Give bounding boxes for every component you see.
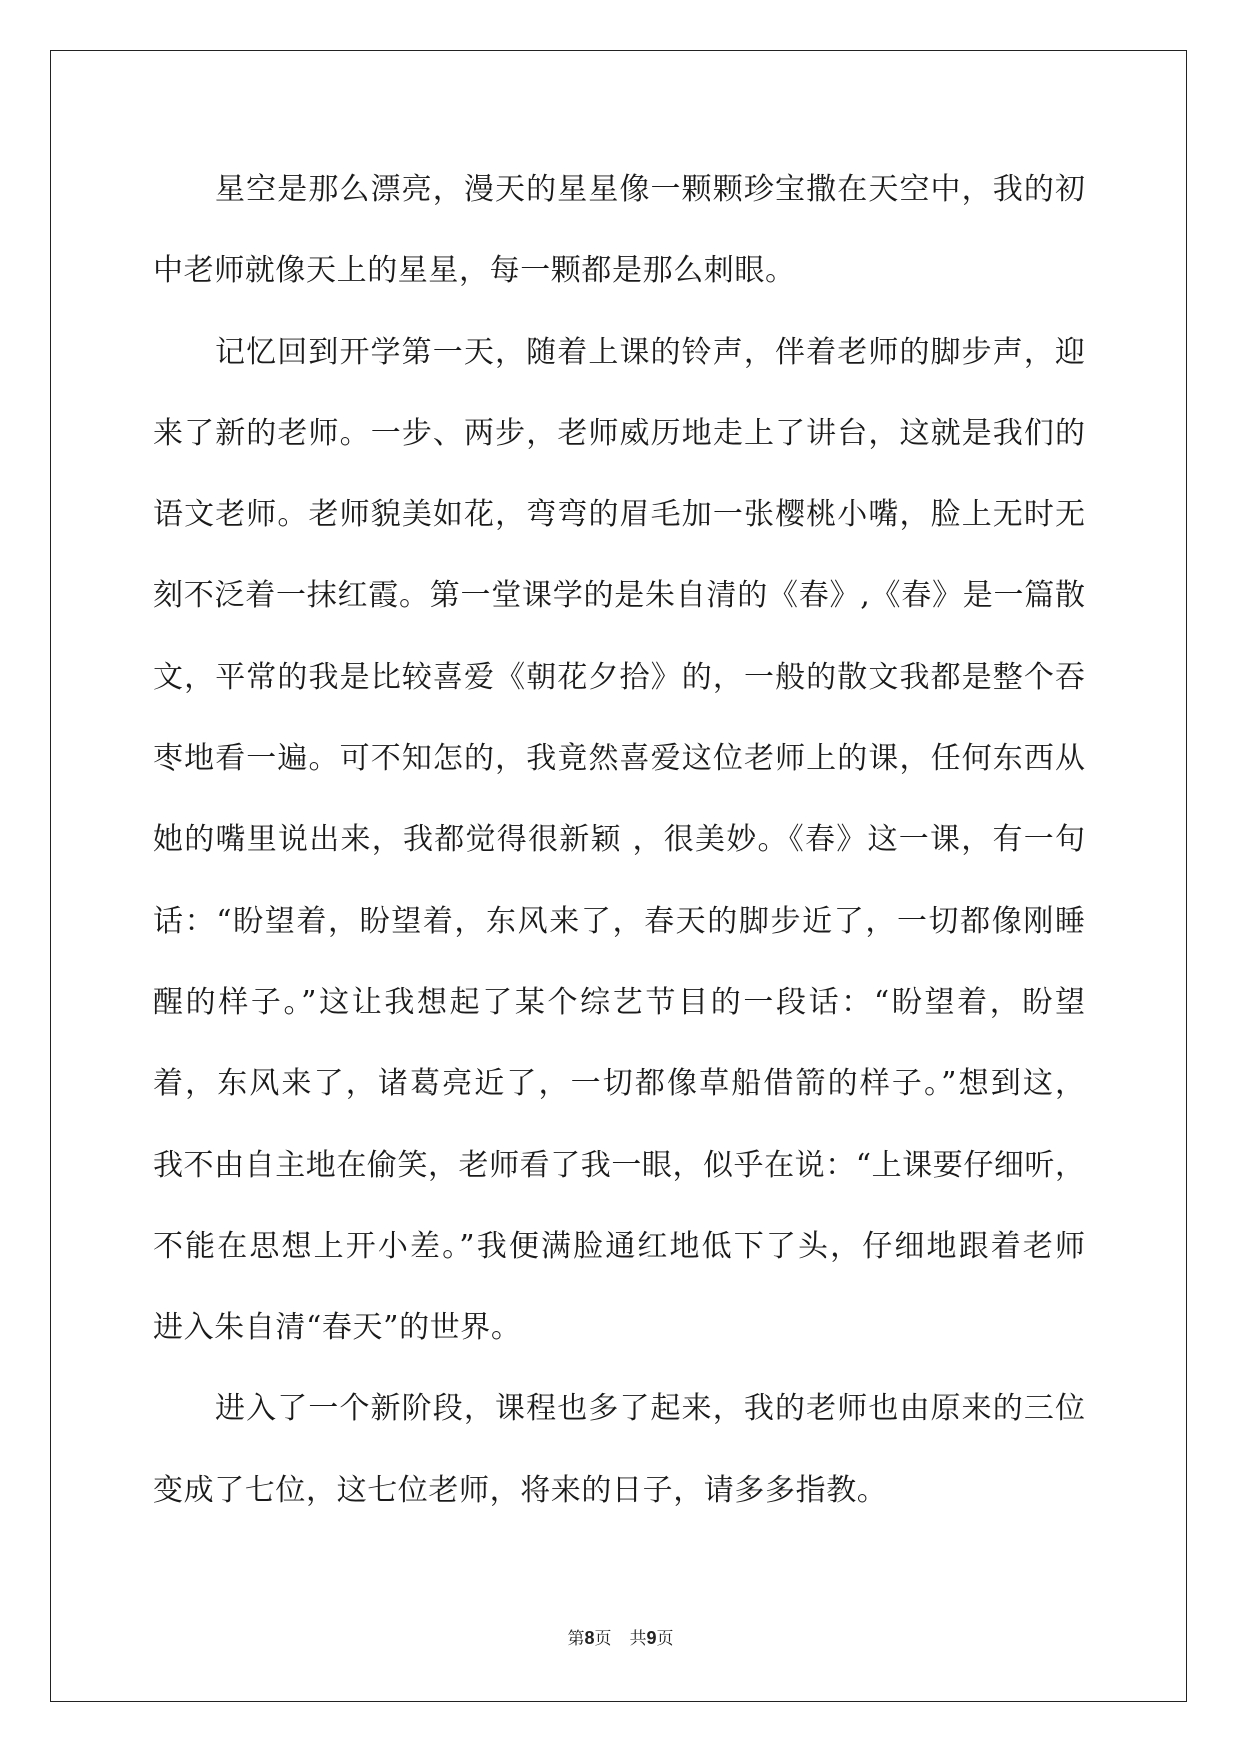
paragraph-line: 醒的样子。”这让我想起了某个综艺节目的一段话：“盼望着，盼望 xyxy=(153,984,1085,1020)
total-suffix: 页 xyxy=(656,1629,674,1649)
paragraph xyxy=(153,1368,1085,1531)
paragraph-line: 话：“盼望着，盼望着，东风来了，春天的脚步近了，一切都像刚睡 xyxy=(153,903,1085,939)
page-prefix: 第 xyxy=(567,1629,585,1649)
paragraph-line: 不能在思想上开小差。”我便满脸通红地低下了头，仔细地跟着老师 xyxy=(153,1228,1085,1264)
paragraph-line: 刻不泛着一抹红霞。第一堂课学的是朱自清的《春》,《春》是一篇散 xyxy=(153,578,1085,614)
paragraph-line: 记忆回到开学第一天，随着上课的铃声，伴着老师的脚步声，迎 xyxy=(215,334,1085,370)
paragraph xyxy=(153,312,1085,1369)
paragraph xyxy=(153,149,1085,312)
paragraph-line: 着，东风来了，诸葛亮近了，一切都像草船借箭的样子。”想到这， xyxy=(153,1066,1085,1102)
document-body xyxy=(153,149,1085,1531)
paragraph-line: 进入了一个新阶段，课程也多了起来，我的老师也由原来的三位 xyxy=(215,1391,1085,1427)
total-pages: 9 xyxy=(646,1628,657,1648)
paragraph-line: 语文老师。老师貌美如花，弯弯的眉毛加一张樱桃小嘴，脸上无时无 xyxy=(153,497,1085,533)
paragraph-line: 进入朱自清“春天”的世界。 xyxy=(153,1310,522,1346)
paragraph-line: 枣地看一遍。可不知怎的，我竟然喜爱这位老师上的课，任何东西从 xyxy=(153,741,1085,777)
paragraph-line: 星空是那么漂亮，漫天的星星像一颗颗珍宝撒在天空中，我的初 xyxy=(215,172,1085,207)
paragraph-line: 中老师就像天上的星星，每一颗都是那么刺眼。 xyxy=(153,253,796,289)
total-prefix: 共 xyxy=(629,1629,647,1649)
page-suffix: 页 xyxy=(594,1629,612,1649)
paragraph-line: 我不由自主地在偷笑，老师看了我一眼，似乎在说：“上课要仔细听， xyxy=(153,1147,1085,1183)
paragraph-line: 她的嘴里说出来，我都觉得很新颖 ，很美妙。《春》这一课，有一句 xyxy=(153,822,1085,858)
paragraph-line: 来了新的老师。一步、两步，老师威历地走上了讲台，这就是我们的 xyxy=(153,415,1085,451)
paragraph-line: 变成了七位，这七位老师，将来的日子，请多多指教。 xyxy=(153,1472,888,1508)
page-number: 8 xyxy=(584,1628,595,1648)
page-footer xyxy=(0,1626,1241,1651)
paragraph-line: 文，平常的我是比较喜爱《朝花夕拾》的，一般的散文我都是整个吞 xyxy=(153,659,1085,695)
